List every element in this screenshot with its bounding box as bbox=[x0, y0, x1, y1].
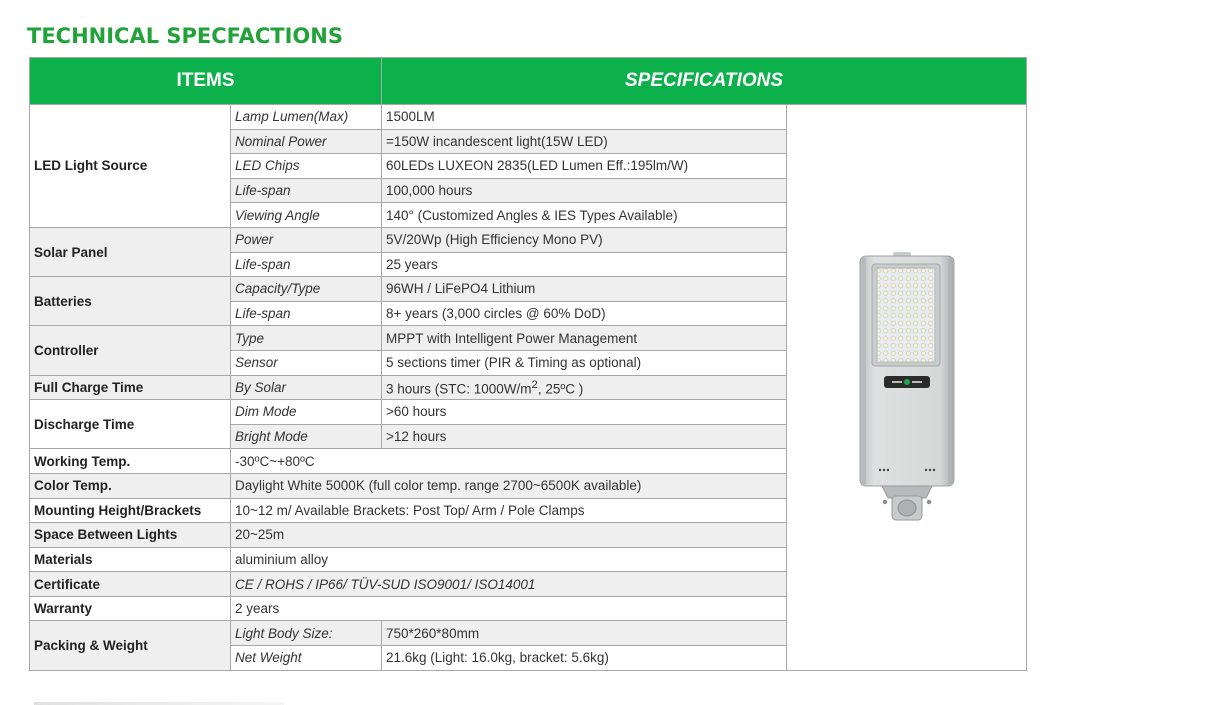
value-cell: 60LEDs LUXEON 2835(LED Lumen Eff.:195lm/W) bbox=[382, 154, 787, 179]
product-image-cell bbox=[787, 105, 1027, 671]
subitem-cell: Net Weight bbox=[231, 646, 382, 671]
category-cell: Space Between Lights bbox=[30, 523, 231, 548]
value-cell: >12 hours bbox=[382, 424, 787, 449]
subitem-cell: Sensor bbox=[231, 350, 382, 375]
subitem-cell: Dim Mode bbox=[231, 400, 382, 425]
category-cell: Solar Panel bbox=[30, 227, 231, 276]
value-cell: 21.6kg (Light: 16.0kg, bracket: 5.6kg) bbox=[382, 646, 787, 671]
subitem-cell: Bright Mode bbox=[231, 424, 382, 449]
value-cell: 100,000 hours bbox=[382, 178, 787, 203]
value-cell: 25 years bbox=[382, 252, 787, 277]
subitem-cell: Type bbox=[231, 326, 382, 351]
subitem-cell: By Solar bbox=[231, 375, 382, 400]
header-items: ITEMS bbox=[30, 58, 382, 105]
value-cell: 8+ years (3,000 circles @ 60% DoD) bbox=[382, 301, 787, 326]
value-text: 3 hours (STC: 1000W/m bbox=[386, 381, 532, 397]
value-cell: >60 hours bbox=[382, 400, 787, 425]
value-cell: aluminium alloy bbox=[231, 547, 787, 572]
category-cell: LED Light Source bbox=[30, 105, 231, 228]
category-cell: Working Temp. bbox=[30, 449, 231, 474]
value-cell: Daylight White 5000K (full color temp. range 2700~6500K available) bbox=[231, 473, 787, 498]
value-text: , 25ºC ) bbox=[537, 381, 584, 397]
subitem-cell: LED Chips bbox=[231, 154, 382, 179]
subitem-cell: Life-span bbox=[231, 252, 382, 277]
solar-street-light-icon bbox=[852, 252, 962, 522]
value-cell: 2 years bbox=[231, 596, 787, 621]
value-cell: 750*260*80mm bbox=[382, 621, 787, 646]
page-title: TECHNICAL SPECFACTIONS bbox=[27, 24, 343, 48]
value-cell: 96WH / LiFePO4 Lithium bbox=[382, 277, 787, 302]
value-cell: 5 sections timer (PIR & Timing as optional) bbox=[382, 350, 787, 375]
subitem-cell: Viewing Angle bbox=[231, 203, 382, 228]
superscript: 2 bbox=[531, 378, 538, 391]
subitem-cell: Power bbox=[231, 227, 382, 252]
value-cell bbox=[382, 375, 787, 400]
category-cell: Color Temp. bbox=[30, 473, 231, 498]
subitem-cell: Life-span bbox=[231, 178, 382, 203]
spec-table bbox=[29, 57, 1027, 671]
category-cell: Warranty bbox=[30, 596, 231, 621]
subitem-cell: Nominal Power bbox=[231, 129, 382, 154]
category-cell: Batteries bbox=[30, 277, 231, 326]
value-cell: =150W incandescent light(15W LED) bbox=[382, 129, 787, 154]
value-cell: 10~12 m/ Available Brackets: Post Top/ Arm / Pole Clamps bbox=[231, 498, 787, 523]
category-cell: Mounting Height/Brackets bbox=[30, 498, 231, 523]
value-cell: 1500LM bbox=[382, 105, 787, 130]
subitem-cell: Life-span bbox=[231, 301, 382, 326]
category-cell: Packing & Weight bbox=[30, 621, 231, 670]
category-cell: Certificate bbox=[30, 572, 231, 597]
subitem-cell: Lamp Lumen(Max) bbox=[231, 105, 382, 130]
category-cell: Discharge Time bbox=[30, 400, 231, 449]
category-cell: Materials bbox=[30, 547, 231, 572]
value-cell: 5V/20Wp (High Efficiency Mono PV) bbox=[382, 227, 787, 252]
table-row bbox=[30, 105, 1027, 130]
header-specifications: SPECIFICATIONS bbox=[382, 58, 1027, 105]
category-cell: Full Charge Time bbox=[30, 375, 231, 400]
value-cell: 140° (Customized Angles & IES Types Available) bbox=[382, 203, 787, 228]
category-cell: Controller bbox=[30, 326, 231, 375]
value-cell: CE / ROHS / IP66/ TÜV-SUD ISO9001/ ISO14001 bbox=[231, 572, 787, 597]
table-header-row bbox=[30, 58, 1027, 105]
subitem-cell: Capacity/Type bbox=[231, 277, 382, 302]
value-cell: MPPT with Intelligent Power Management bbox=[382, 326, 787, 351]
subitem-cell: Light Body Size: bbox=[231, 621, 382, 646]
value-cell: 20~25m bbox=[231, 523, 787, 548]
value-cell: -30ºC~+80ºC bbox=[231, 449, 787, 474]
